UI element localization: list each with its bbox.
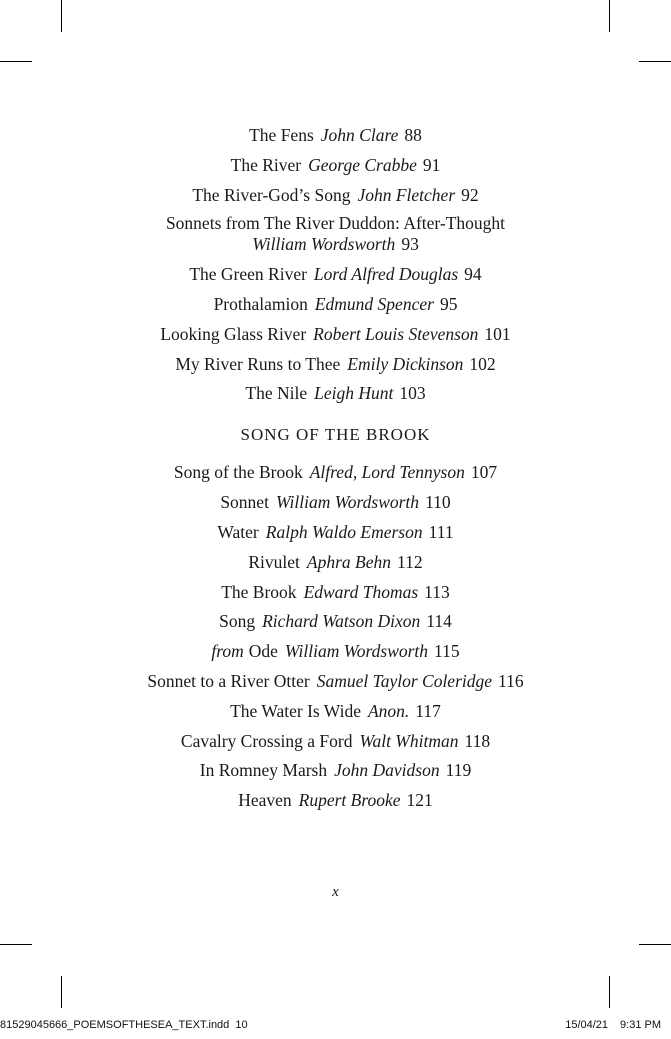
toc-entry-page: 93 bbox=[401, 234, 419, 255]
page-folio: x bbox=[332, 884, 339, 900]
toc-entry bbox=[0, 184, 671, 206]
crop-mark-bottom-right bbox=[609, 976, 610, 1008]
toc-entry-author: Ralph Waldo Emerson bbox=[265, 521, 423, 542]
toc-entry bbox=[0, 382, 671, 404]
toc-entry bbox=[0, 213, 671, 255]
toc-entry-author: Edmund Spencer bbox=[314, 293, 434, 314]
toc-entry bbox=[0, 491, 671, 513]
toc-entry-page: 110 bbox=[425, 492, 451, 513]
toc-entry-prefix: from bbox=[211, 641, 244, 662]
toc-entry-title: The Fens bbox=[249, 125, 314, 145]
toc-entry-author: Robert Louis Stevenson bbox=[313, 323, 479, 344]
toc-entry-author: John Davidson bbox=[334, 760, 440, 781]
toc-entry-page: 119 bbox=[445, 760, 472, 781]
toc-entry-title: Sonnet bbox=[220, 492, 269, 513]
toc-entry-author: William Wordsworth bbox=[275, 492, 420, 513]
toc-entry-page: 107 bbox=[470, 462, 498, 483]
crop-mark-top-left bbox=[61, 0, 62, 32]
toc-entry bbox=[0, 759, 671, 781]
toc-entry-title: Looking Glass River bbox=[160, 323, 307, 344]
toc-entry-title: Water bbox=[217, 521, 259, 542]
toc-entry-page: 121 bbox=[406, 790, 433, 811]
toc-entry-author: Lord Alfred Douglas bbox=[313, 264, 459, 285]
toc-entry-page: 113 bbox=[424, 581, 450, 602]
section-title: SONG OF THE BROOK bbox=[240, 425, 431, 445]
toc-entry-page: 94 bbox=[464, 264, 482, 285]
toc-entry-title: The River bbox=[230, 154, 302, 175]
slug-time: 9:31 PM bbox=[620, 1019, 661, 1031]
crop-mark-left-top bbox=[0, 61, 32, 62]
toc-entry-page: 117 bbox=[415, 700, 441, 721]
slug-date: 15/04/21 bbox=[565, 1019, 609, 1031]
toc-entry bbox=[0, 551, 671, 573]
toc-entry bbox=[0, 263, 671, 285]
toc-entry-page: 112 bbox=[397, 551, 423, 572]
toc-entry bbox=[0, 581, 671, 603]
toc-entry-page: 114 bbox=[426, 611, 452, 632]
toc-entry-title: The Nile bbox=[245, 383, 308, 404]
toc-entry-title: Cavalry Crossing a Ford bbox=[180, 730, 353, 751]
toc-entry-author: George Crabbe bbox=[308, 154, 417, 175]
toc-entry-author: Aphra Behn bbox=[306, 551, 391, 572]
toc-entry-author: Alfred, Lord Tennyson bbox=[309, 462, 465, 483]
toc-entry-page: 95 bbox=[439, 293, 458, 314]
crop-mark-right-bottom bbox=[639, 944, 671, 945]
toc-entry-title: Prothalamion bbox=[213, 293, 308, 314]
toc-entry-author: William Wordsworth bbox=[252, 234, 396, 255]
toc-part-1 bbox=[0, 124, 671, 404]
toc-entry bbox=[0, 461, 671, 483]
toc-entry bbox=[0, 124, 671, 146]
toc-entry-page: 88 bbox=[404, 125, 422, 145]
toc-entry-author: Anon. bbox=[367, 700, 410, 721]
crop-mark-top-right bbox=[609, 0, 610, 32]
toc-entry-title: Sonnets from The River Duddon: After-Thought bbox=[165, 213, 506, 234]
toc-part-2 bbox=[0, 461, 671, 811]
toc-entry-title: Rivulet bbox=[248, 551, 300, 572]
toc-entry-page: 118 bbox=[464, 730, 491, 751]
toc-entry-page: 92 bbox=[461, 184, 479, 205]
slug-page-number: 10 bbox=[235, 1019, 248, 1031]
toc-entry-title: Song of the Brook bbox=[173, 462, 303, 483]
toc-entry bbox=[0, 789, 671, 811]
toc-entry bbox=[0, 700, 671, 722]
toc-entry-author: William Wordsworth bbox=[284, 641, 429, 662]
toc-entry-page: 102 bbox=[469, 353, 496, 374]
toc-entry-title: My River Runs to Thee bbox=[175, 353, 341, 374]
toc-entry-author: Richard Watson Dixon bbox=[262, 611, 421, 632]
toc-entry-author: Edward Thomas bbox=[303, 581, 419, 602]
toc-entry bbox=[0, 154, 671, 176]
table-of-contents bbox=[0, 124, 671, 819]
toc-entry-author: Walt Whitman bbox=[359, 730, 459, 751]
slug-file-info bbox=[0, 1019, 248, 1031]
toc-entry-title: Song bbox=[219, 611, 256, 632]
toc-entry-title: Sonnet to a River Otter bbox=[147, 670, 310, 691]
toc-entry bbox=[0, 521, 671, 543]
toc-entry-page: 111 bbox=[428, 521, 454, 542]
toc-entry-author: Rupert Brooke bbox=[298, 790, 401, 811]
toc-entry bbox=[0, 610, 671, 632]
slug-timestamp bbox=[565, 1019, 661, 1031]
crop-mark-right-top bbox=[639, 61, 671, 62]
toc-entry-title: The Water Is Wide bbox=[230, 700, 361, 721]
toc-entry-page: 101 bbox=[484, 323, 511, 344]
toc-entry-title: The River-God’s Song bbox=[192, 184, 351, 205]
toc-entry-author: Samuel Taylor Coleridge bbox=[316, 670, 493, 691]
toc-entry bbox=[0, 323, 671, 345]
toc-entry-author: John Fletcher bbox=[357, 184, 456, 205]
toc-entry-author: Emily Dickinson bbox=[347, 353, 464, 374]
crop-mark-bottom-left bbox=[61, 976, 62, 1008]
toc-entry bbox=[0, 640, 671, 662]
toc-entry-title: Heaven bbox=[238, 790, 292, 811]
toc-entry-title: The Green River bbox=[189, 264, 307, 285]
toc-entry-author: John Clare bbox=[320, 125, 399, 145]
toc-entry bbox=[0, 730, 671, 752]
toc-entry-title: Ode bbox=[248, 641, 278, 662]
slug-filename: 81529045666_POEMSOFTHESEA_TEXT.indd bbox=[0, 1019, 230, 1031]
toc-entry bbox=[0, 670, 671, 692]
toc-entry-second-line bbox=[0, 234, 671, 255]
toc-entry-page: 115 bbox=[434, 641, 460, 662]
toc-entry-page: 91 bbox=[422, 154, 441, 175]
toc-entry bbox=[0, 293, 671, 315]
toc-entry-page: 116 bbox=[498, 670, 524, 691]
crop-mark-left-bottom bbox=[0, 944, 32, 945]
toc-entry bbox=[0, 353, 671, 375]
toc-entry-author: Leigh Hunt bbox=[314, 383, 394, 404]
toc-entry-page: 103 bbox=[399, 383, 426, 404]
toc-entry-title: In Romney Marsh bbox=[199, 760, 328, 781]
toc-entry-title: The Brook bbox=[221, 581, 297, 602]
